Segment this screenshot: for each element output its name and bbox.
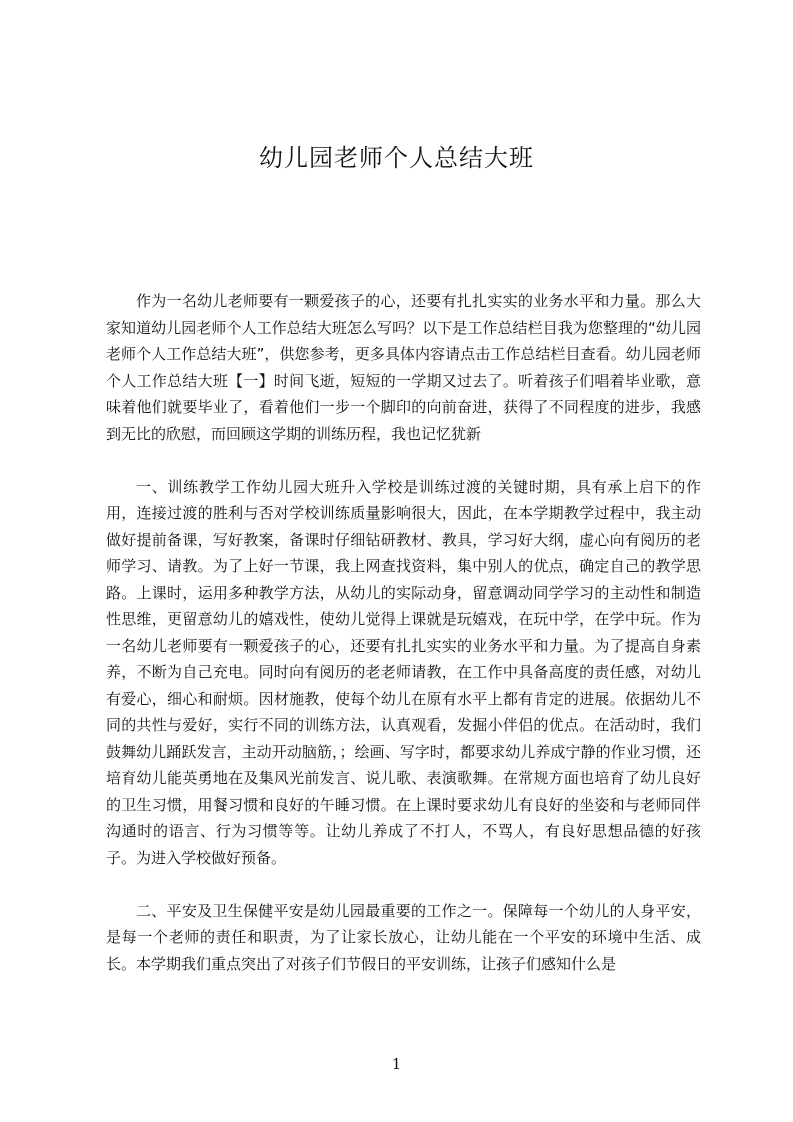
document-body <box>106 288 701 977</box>
paragraph-gap <box>106 447 701 474</box>
paragraph-section-one: 一、训练教学工作幼儿园大班升入学校是训练过渡的关键时期，具有承上启下的作用，连接过渡的胜利与否对学校训练质量影响很大，因此，在本学期教学过程中，我主动做好提前备课，写好教案，备课时仔细钻研教材、教具，学习好大纲，虚心向有阅历的老师学习、请教。为了上好一节课，我上网查找资料，集中别人的优点，确定自己的教学思路。上课时，运用多种教学方法，从幼儿的实际动身，留意调动同学学习的主动性和制造性思维，更留意幼儿的嬉戏性，使幼儿觉得上课就是玩嬉戏，在玩中学，在学中玩。作为一名幼儿老师要有一颗爱孩子的心，还要有扎扎实实的业务水平和力量。为了提高自身素养，不断为自己充电。同时向有阅历的老老师请教，在工作中具备高度的责任感，对幼儿有爱心，细心和耐烦。因材施教，使每个幼儿在原有水平上都有肯定的进展。依据幼儿不同的共性与爱好，实行不同的训练方法，认真观看，发掘小伴侣的优点。在活动时，我们鼓舞幼儿踊跃发言，主动开动脑筋，；绘画、写字时，都要求幼儿养成宁静的作业习惯，还培育幼儿能英勇地在及集风光前发言、说儿歌、表演歌舞。在常规方面也培育了幼儿良好的卫生习惯，用餐习惯和良好的午睡习惯。在上课时要求幼儿有良好的坐姿和与老师同伴沟通时的语言、行为习惯等等。让幼儿养成了不打人，不骂人，有良好思想品德的好孩子。为进入学校做好预备。 <box>106 477 701 867</box>
document-title: 幼儿园老师个人总结大班 <box>259 144 534 172</box>
paragraph-section-two: 二、平安及卫生保健平安是幼儿园最重要的工作之一。保障每一个幼儿的人身平安，是每一个老师的责任和职责，为了让家长放心，让幼儿能在一个平安的环境中生活、成长。本学期我们重点突出了对孩子们节假日的平安训练，让孩子们感知什么是 <box>106 901 701 973</box>
paragraph-gap <box>106 871 701 898</box>
page-number: 1 <box>391 1055 402 1073</box>
paragraph-intro: 作为一名幼儿老师要有一颗爱孩子的心，还要有扎扎实实的业务水平和力量。那么大家知道幼儿园老师个人工作总结大班怎么写吗？以下是工作总结栏目我为您整理的“幼儿园老师个人工作总结大班”，供您参考，更多具体内容请点击工作总结栏目查看。幼儿园老师个人工作总结大班【一】时间飞逝，短短的一学期又过去了。听着孩子们唱着毕业歌，意味着他们就要毕业了，看着他们一步一个脚印的向前奋进，获得了不同程度的进步，我感到无比的欣慰，而回顾这学期的训练历程，我也记忆犹新 <box>106 292 701 443</box>
